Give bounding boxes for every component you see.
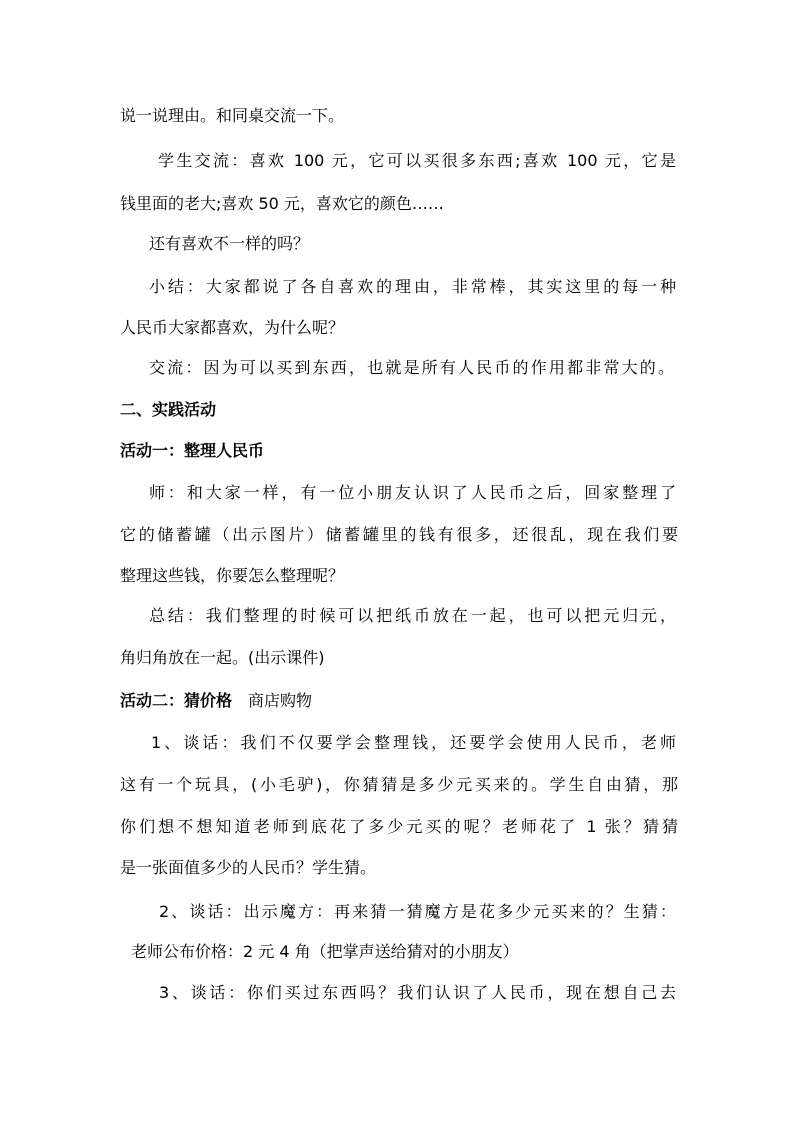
paragraph-line: 学生交流：喜欢 100 元，它可以买很多东西;喜欢 100 元，它是 xyxy=(158,151,676,170)
activity-subtitle: 商店购物 xyxy=(248,691,313,710)
activity-heading: 活动一：整理人民币 xyxy=(120,441,265,460)
paragraph-line: 小结：大家都说了各自喜欢的理由，非常棒，其实这里的每一种 xyxy=(149,277,676,296)
paragraph-line: 你们想不想知道老师到底花了多少元买的呢？老师花了 1 张？猜猜 xyxy=(120,817,678,836)
activity-heading: 活动二：猜价格 xyxy=(120,691,233,710)
paragraph-line: 它的储蓄罐（出示图片）储蓄罐里的钱有很多，还很乱，现在我们要 xyxy=(120,525,678,544)
paragraph-line: 老师公布价格：2 元 4 角（把掌声送给猜对的小朋友） xyxy=(131,942,519,961)
paragraph-line: 钱里面的老大;喜欢 50 元，喜欢它的颜色…… xyxy=(120,194,444,213)
section-heading: 二、实践活动 xyxy=(120,400,217,419)
paragraph-line: 3、谈话：你们买过东西吗？我们认识了人民币，现在想自己去 xyxy=(159,983,676,1002)
paragraph-line: 总结：我们整理的时候可以把纸币放在一起，也可以把元归元， xyxy=(149,606,676,625)
paragraph-line: 这有一个玩具，(小毛驴)，你猜猜是多少元买来的。学生自由猜，那 xyxy=(120,775,678,794)
paragraph-line: 交流：因为可以买到东西，也就是所有人民币的作用都非常大的。 xyxy=(149,358,674,377)
paragraph-line: 还有喜欢不一样的吗？ xyxy=(149,234,310,253)
activity-heading-line xyxy=(120,690,312,712)
paragraph-line: 说一说理由。和同桌交流一下。 xyxy=(120,106,345,125)
paragraph-line: 1、谈话：我们不仅要学会整理钱，还要学会使用人民币，老师 xyxy=(151,733,676,752)
paragraph-line: 2、谈话：出示魔方：再来猜一猜魔方是花多少元买来的？生猜： xyxy=(159,902,676,921)
paragraph-line: 是一张面值多少的人民币？学生猜。 xyxy=(120,858,377,877)
paragraph-line: 整理这些钱，你要怎么整理呢？ xyxy=(120,566,345,585)
paragraph-line: 角归角放在一起。(出示课件) xyxy=(120,648,325,667)
paragraph-line: 师：和大家一样，有一位小朋友认识了人民币之后，回家整理了 xyxy=(149,483,676,502)
paragraph-line: 人民币大家都喜欢，为什么呢？ xyxy=(120,318,345,337)
